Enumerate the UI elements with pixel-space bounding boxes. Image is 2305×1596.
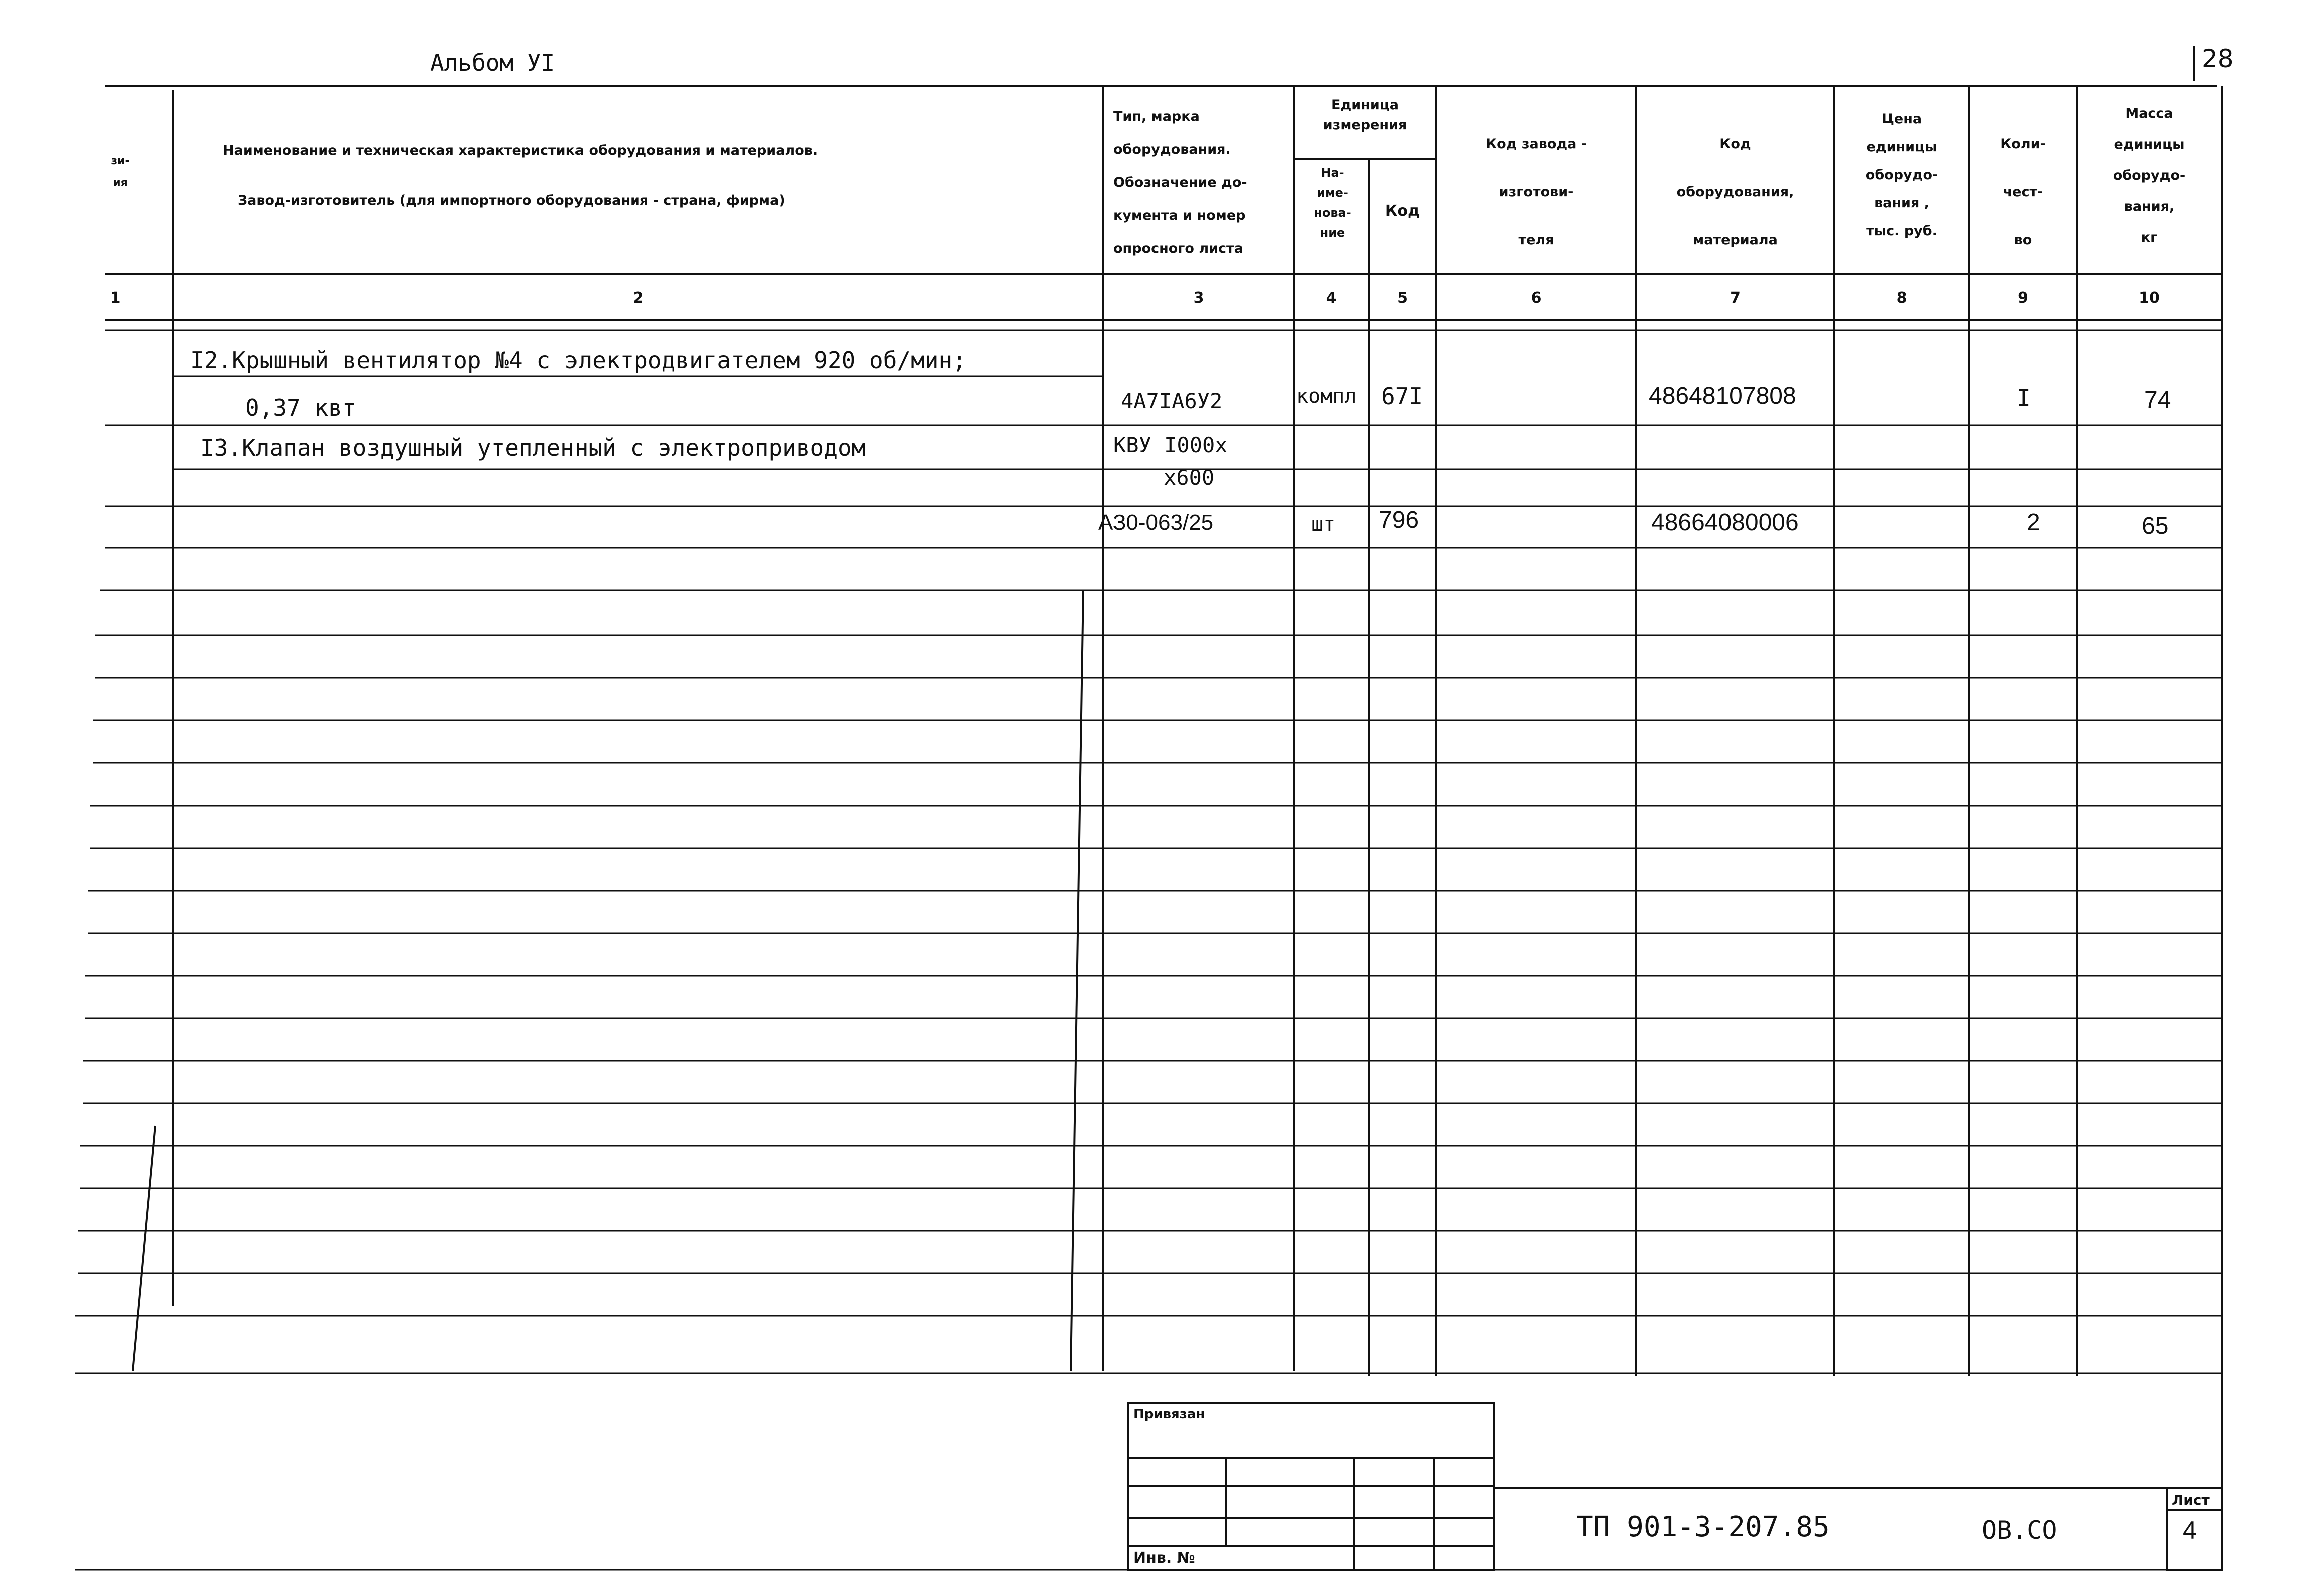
row5-quantity: 2 [2027,509,2040,536]
column-number-1: 1 [110,289,121,307]
column-number-6: 6 [1531,289,1542,307]
row2-mass: 74 [2144,387,2171,413]
stamp-attached-label: Привязан [1133,1407,1205,1422]
row5-type: АЗ0-063/25 [1098,510,1214,535]
document-code: ТП 901-3-207.85 [1576,1511,1830,1543]
row2-equipment-code: 48648107808 [1649,383,1796,409]
row3-name: I3.Клапан воздушный утепленный с электроприводом [200,434,866,461]
column-number-9: 9 [2018,289,2028,307]
header-col8: Цена единицы оборудо- вания , тыс. руб. [1865,111,1938,239]
row2-unit: компл [1296,385,1357,408]
row2-quantity: I [2017,384,2031,411]
sheet-number: 4 [2183,1516,2197,1544]
page-number: 28 [2202,44,2234,73]
header-col10: Масса единицы оборудо- вания, кг [2113,106,2186,245]
column-number-3: 3 [1193,289,1204,307]
header-unit-group: Единица измерения [1323,97,1407,133]
header-col5: Код [1385,202,1420,220]
sheet-label: Лист [2172,1492,2210,1508]
column-number-4: 4 [1326,289,1337,307]
column-number-10: 10 [2139,289,2160,307]
column-number-7: 7 [1730,289,1741,307]
header-col6: Код завода - изготови- теля [1486,136,1587,248]
row3-type: КВУ I000х [1113,433,1228,457]
header-col2-line1: Наименование и техническая характеристика оборудования и материалов. [223,143,818,158]
header-col9: Коли- чест- во [2000,136,2046,248]
header-col3: Тип, марка оборудования. Обозначение до- кумента и номер опросного листа [1113,109,1247,256]
column-number-5: 5 [1397,289,1408,307]
row1-name: I2.Крышный вентилятор №4 с электродвигателем 920 об/мин; [190,347,966,374]
row5-mass: 65 [2142,513,2169,539]
stamp-inventory-number-label: Инв. № [1133,1549,1195,1567]
header-col4: На- име- нова- ние [1314,166,1351,240]
row5-unit-code: 796 [1379,507,1419,533]
row2-name: 0,37 квт [245,394,356,421]
document-section: ОВ.СО [1982,1516,2057,1545]
row2-type: 4А7IА6У2 [1121,389,1223,413]
header-col1: зи- ия [111,155,130,189]
header-col7: Код оборудования, материала [1676,136,1794,248]
header-col2-line2: Завод-изготовитель (для импортного оборудования - страна, фирма) [238,193,785,208]
row5-unit: шт [1311,513,1336,536]
album-title: Альбом УI [430,49,555,76]
column-number-2: 2 [633,289,644,307]
column-number-8: 8 [1896,289,1907,307]
row4-type: х600 [1164,465,1215,490]
row5-equipment-code: 48664080006 [1651,509,1799,536]
row2-unit-code: 67I [1381,383,1423,410]
